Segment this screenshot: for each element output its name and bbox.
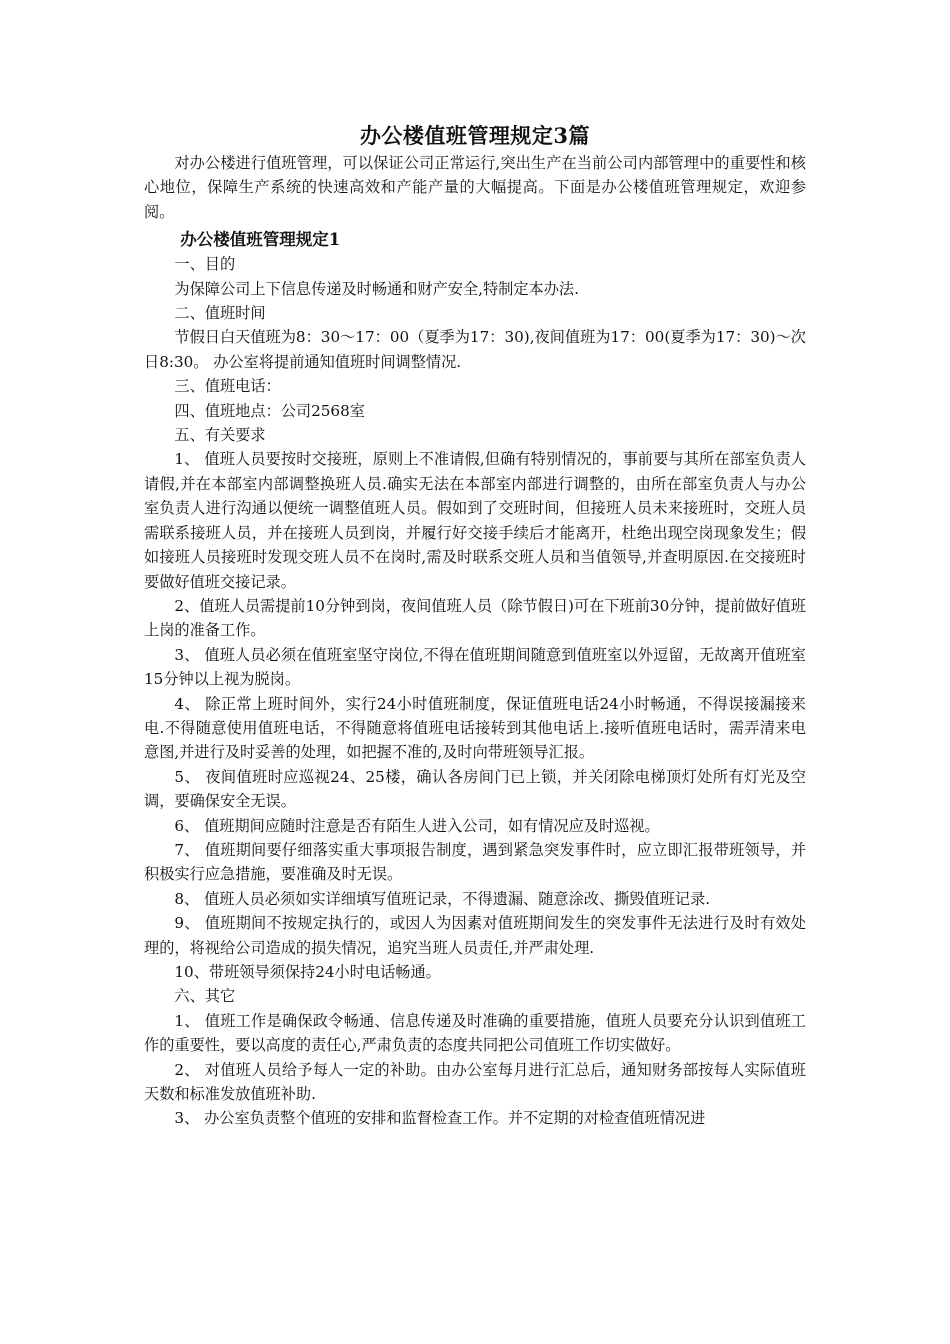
heading-duty-phone: 三、值班电话：	[174, 377, 281, 396]
other-item: 2、 对值班人员给予每人一定的补助。由办公室每月进行汇总后，通知财务部按每人实际值班天数和标准发放值班补助.	[144, 1060, 806, 1104]
heading-other: 六、其它	[174, 987, 236, 1006]
requirement-item: 9、 值班期间不按规定执行的，或因人为因素对值班期间发生的突发事件无法进行及时有效处理的，将视给公司造成的损失情况，追究当班人员责任,并严肃处理.	[144, 914, 806, 957]
other-item: 3、 办公室负责整个值班的安排和监督检查工作。并不定期的对检查值班情况进	[174, 1109, 706, 1128]
requirement-item: 2、值班人员需提前10分钟到岗，夜间值班人员（除节假日)可在下班前30分钟，提前做好值班上岗的准备工作。	[144, 596, 806, 640]
requirement-item: 3、 值班人员必须在值班室坚守岗位,不得在值班期间随意到值班室以外逗留，无故离开值班室15分钟以上视为脱岗。	[144, 645, 806, 689]
requirement-item: 8、 值班人员必须如实详细填写值班记录，不得遗漏、随意涂改、撕毁值班记录.	[174, 889, 711, 908]
requirement-item: 1、 值班人员要按时交接班，原则上不准请假,但确有特别情况的，事前要与其所在部室负责人请假,并在本部室内部调整换班人员.确实无法在本部室内部进行调整的，由所在部室负责人与办公室负责人进行沟通以便统一调整值班人员。假如到了交班时间，但接班人员未来接班时，交班人员需联系接班人员，并在接班人员到岗，并履行好交接手续后才能离开，杜绝出现空岗现象发生；假如接班人员接班时发现交班人员不在岗时,需及时联系交班人员和当值领导,并查明原因.在交接班时要做好值班交接记录。	[144, 450, 806, 591]
other-item: 1、 值班工作是确保政令畅通、信息传递及时准确的重要措施，值班人员要充分认识到值班工作的重要性，要以高度的责任心,严肃负责的态度共同把公司值班工作切实做好。	[144, 1011, 806, 1055]
section-subtitle: 办公楼值班管理规定1	[180, 230, 341, 250]
requirement-item: 5、 夜间值班时应巡视24、25楼，确认各房间门已上锁，并关闭除电梯顶灯处所有灯光及空调，要确保安全无误。	[144, 767, 806, 811]
heading-duty-location: 四、值班地点：公司2568室	[174, 401, 365, 420]
requirement-item: 7、 值班期间要仔细落实重大事项报告制度，遇到紧急突发事件时，应立即汇报带班领导，并积极实行应急措施，要准确及时无误。	[144, 840, 806, 884]
requirement-item: 6、 值班期间应随时注意是否有陌生人进入公司，如有情况应及时巡视。	[174, 816, 660, 835]
intro-paragraph: 对办公楼进行值班管理，可以保证公司正常运行,突出生产在当前公司内部管理中的重要性和核心地位，保障生产系统的快速高效和产能产量的大幅提高。下面是办公楼值班管理规定，欢迎参阅。	[144, 154, 806, 221]
heading-requirements: 五、有关要求	[174, 426, 266, 445]
document-title: 办公楼值班管理规定3篇	[359, 123, 591, 148]
heading-duty-time: 二、值班时间	[174, 304, 266, 323]
requirement-item: 4、 除正常上班时间外，实行24小时值班制度，保证值班电话24小时畅通，不得误接漏接来电.不得随意使用值班电话，不得随意将值班电话接转到其他电话上.接听值班电话时，需弄清来电意图,并进行及时妥善的处理，如把握不准的,及时向带班领导汇报。	[144, 694, 806, 762]
requirement-item: 10、带班领导须保持24小时电话畅通。	[174, 963, 441, 981]
purpose-text: 为保障公司上下信息传递及时畅通和财产安全,特制定本办法.	[174, 279, 579, 298]
document-page	[144, 121, 806, 1131]
heading-purpose: 一、目的	[174, 255, 236, 274]
duty-time-text: 节假日白天值班为8：30～17：00（夏季为17：30),夜间值班为17：00(夏季为17：30)～次日8:30。 办公室将提前通知值班时间调整情况.	[144, 328, 806, 371]
